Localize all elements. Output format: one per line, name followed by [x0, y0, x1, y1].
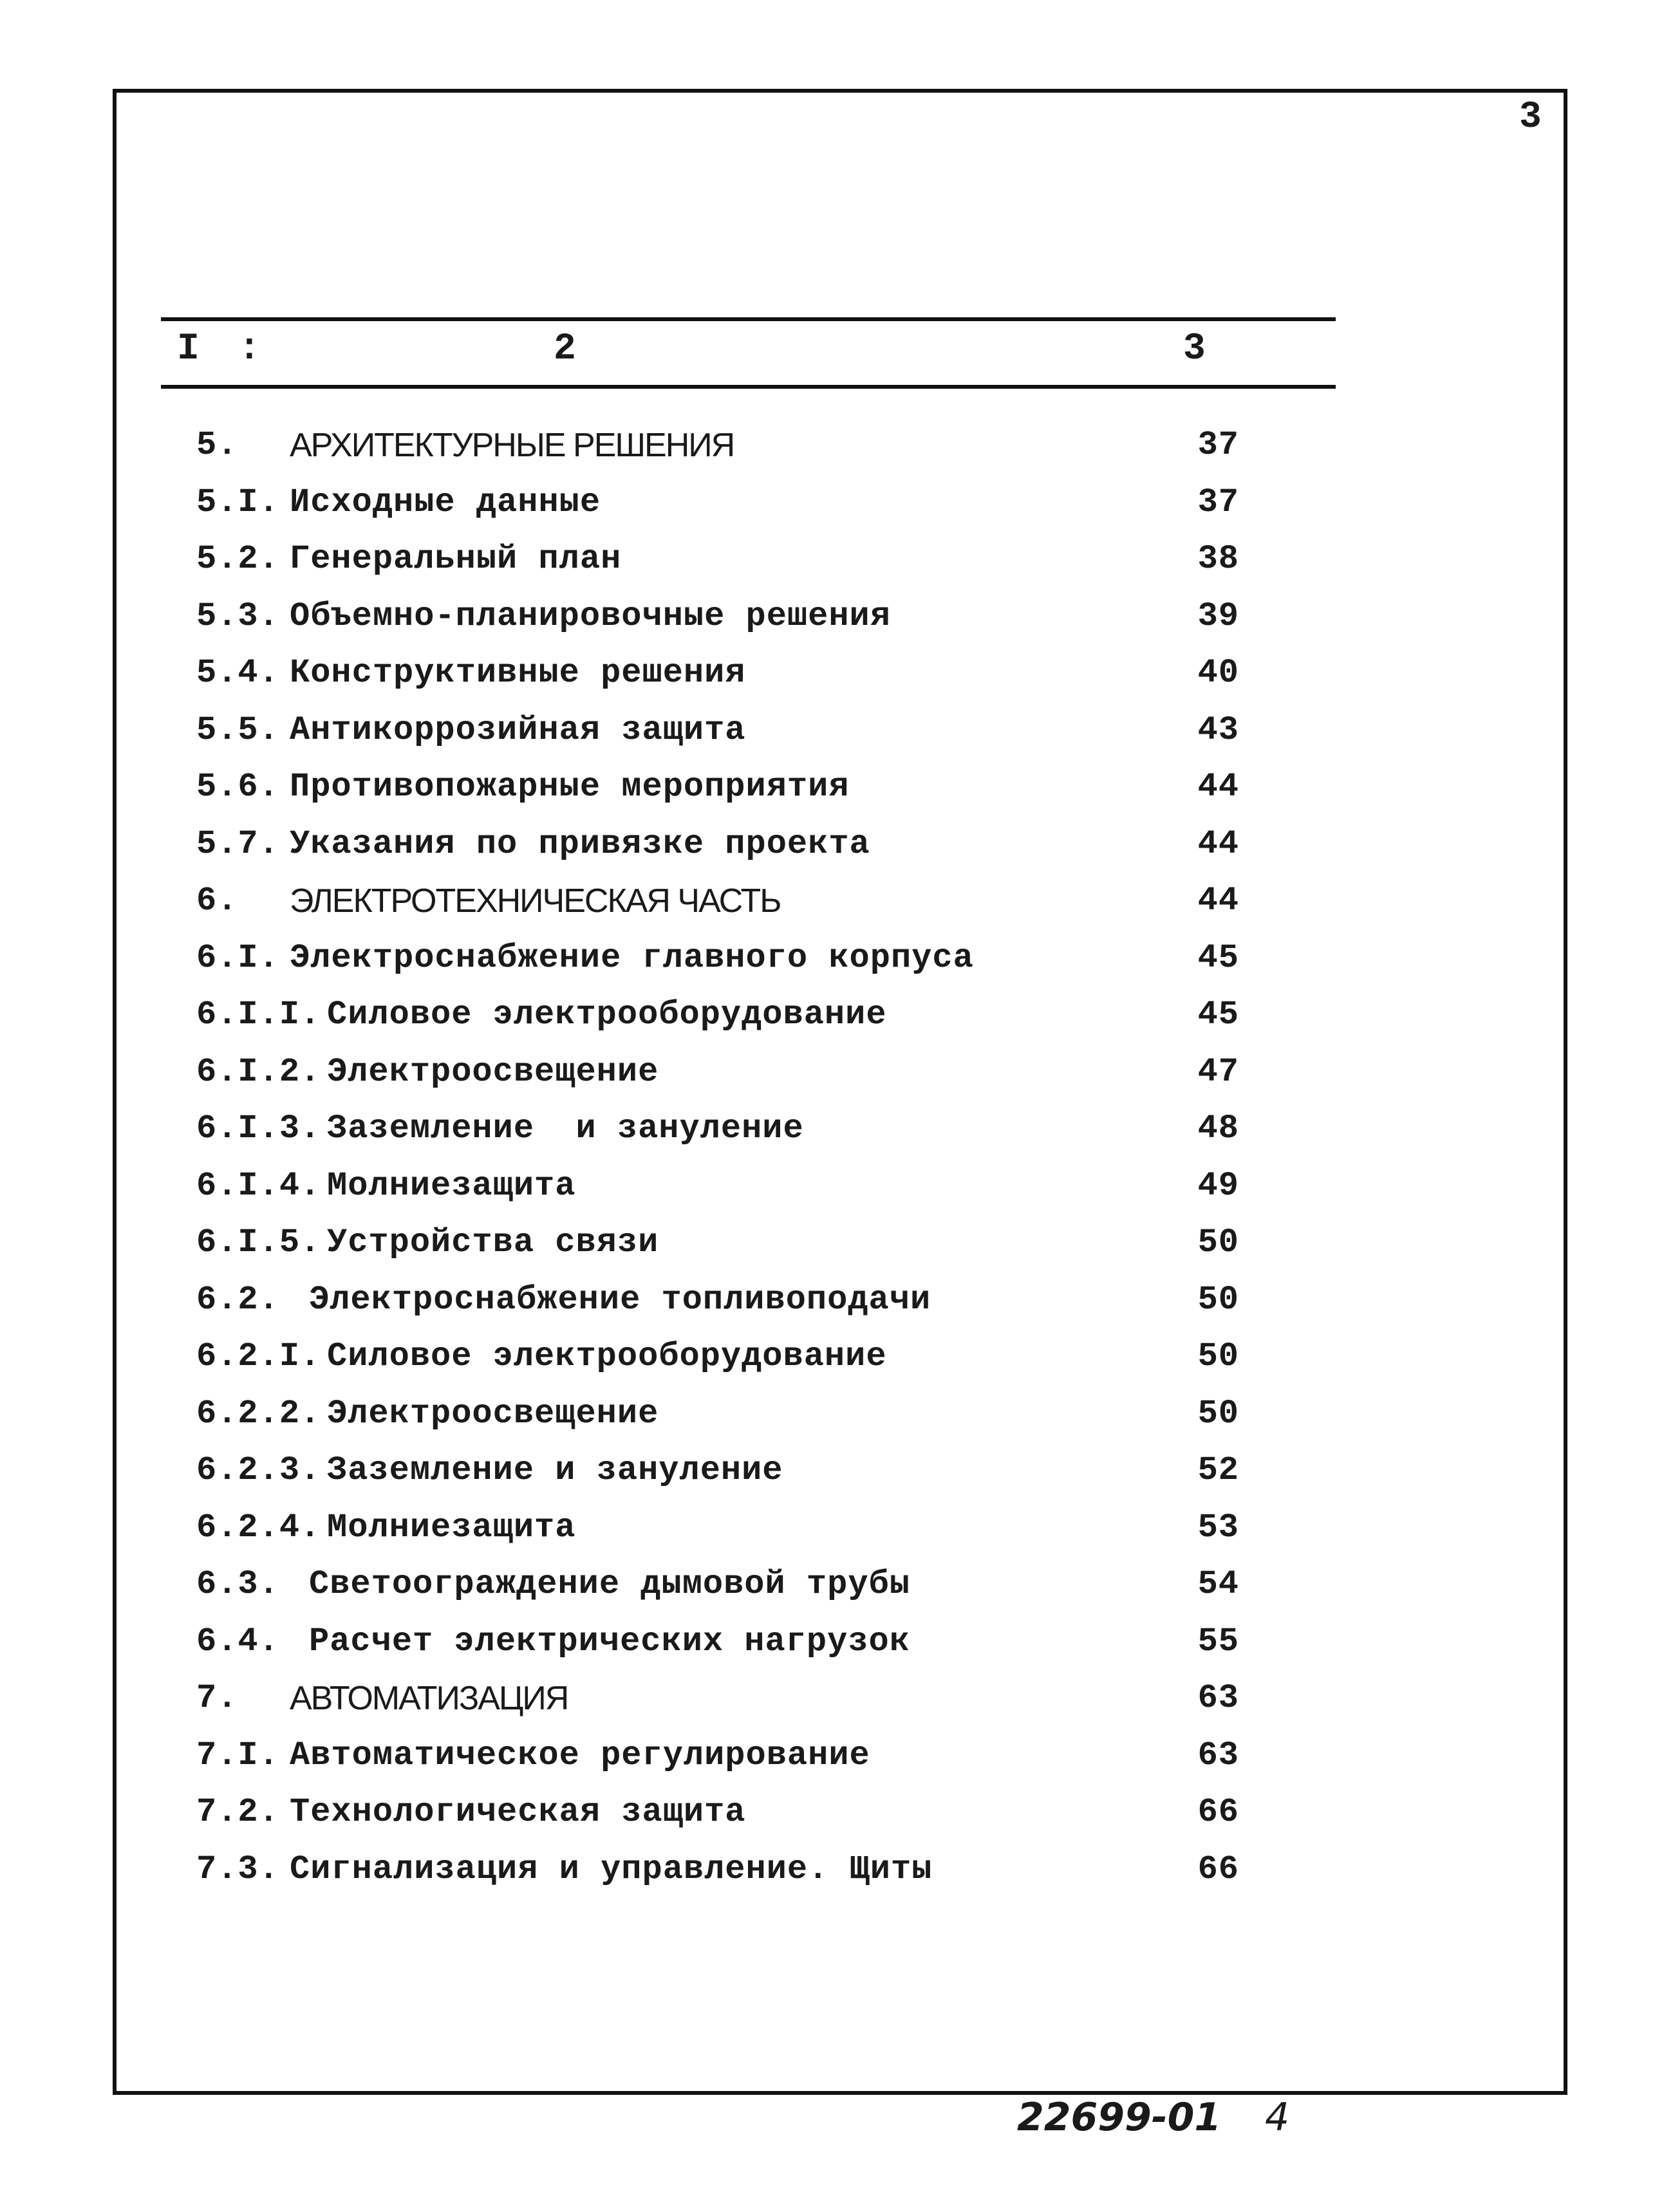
- toc-entry: [0, 1337, 1673, 1389]
- toc-entry-number: 6.2.: [196, 1281, 279, 1319]
- toc-entry-title: Антикоррозийная защита: [290, 711, 746, 749]
- toc-entry-page: 50: [1197, 1223, 1239, 1261]
- toc-entry-number: 6.3.: [196, 1565, 279, 1603]
- toc-entry-page: 53: [1197, 1509, 1239, 1547]
- toc-entry: [0, 939, 1673, 990]
- toc-entry: [0, 996, 1673, 1047]
- page-number: 3: [1519, 97, 1542, 138]
- toc-entry-number: 5.7.: [196, 825, 279, 863]
- toc-entry-page: 47: [1197, 1053, 1239, 1091]
- toc-entry-number: 6.I.2.: [196, 1053, 321, 1091]
- toc-entry-number: 5.I.: [196, 483, 279, 521]
- toc-entry-title: Исходные данные: [290, 483, 601, 521]
- toc-entry-number: 6.2.3.: [196, 1451, 321, 1489]
- toc-entry-title: Электроснабжение главного корпуса: [290, 939, 974, 977]
- toc-entry-number: 5.4.: [196, 654, 279, 692]
- toc-entry: [0, 1281, 1673, 1332]
- toc-entry-page: 50: [1197, 1281, 1239, 1319]
- toc-entry: [0, 1793, 1673, 1845]
- toc-entry-number: 6.I.I.: [196, 996, 321, 1034]
- toc-entry-title: Молниезащита: [327, 1167, 576, 1205]
- toc-entry-page: 50: [1197, 1337, 1239, 1375]
- toc-entry: [0, 882, 1673, 933]
- toc-entry-page: 48: [1197, 1110, 1239, 1148]
- toc-entry: [0, 1679, 1673, 1731]
- toc-entry: [0, 1110, 1673, 1161]
- toc-entry-page: 40: [1197, 654, 1239, 692]
- toc-entry-page: 49: [1197, 1167, 1239, 1205]
- toc-entry-number: 5.5.: [196, 711, 279, 749]
- toc-entry-page: 52: [1197, 1451, 1239, 1489]
- toc-entry-number: 7.2.: [196, 1793, 279, 1831]
- toc-entry-number: 6.I.: [196, 939, 279, 977]
- toc-entry-title: Электроснабжение топливоподачи: [309, 1281, 931, 1319]
- toc-entry-page: 37: [1197, 483, 1239, 521]
- toc-entry: [0, 1395, 1673, 1446]
- document-code: 22699-01: [1017, 2095, 1222, 2140]
- toc-entry-number: 7.3.: [196, 1850, 279, 1888]
- toc-entry-title: Сигнализация и управление. Щиты: [290, 1850, 933, 1888]
- toc-entry: [0, 1622, 1673, 1674]
- table-header-top-rule: [161, 317, 1336, 321]
- toc-entry-number: 6.I.5.: [196, 1223, 321, 1261]
- toc-entry: [0, 1736, 1673, 1788]
- toc-entry: [0, 1223, 1673, 1275]
- header-col3: 3: [1183, 328, 1206, 370]
- toc-entry: [0, 540, 1673, 591]
- toc-entry-title: Электроосвещение: [327, 1395, 659, 1433]
- toc-entry-page: 37: [1197, 426, 1239, 464]
- toc-entry-title: Заземление и зануление: [327, 1451, 783, 1489]
- toc-entry-page: 44: [1197, 768, 1239, 806]
- toc-entry: [0, 654, 1673, 705]
- toc-entry-title: Противопожарные мероприятия: [290, 768, 850, 806]
- toc-entry: [0, 1850, 1673, 1902]
- toc-entry-page: 44: [1197, 882, 1239, 920]
- toc-entry-title: Объемно-планировочные решения: [290, 597, 891, 635]
- toc-entry-number: 6.4.: [196, 1622, 279, 1660]
- toc-entry-title: ЭЛЕКТРОТЕХНИЧЕСКАЯ ЧАСТЬ: [290, 882, 781, 920]
- toc-entry-page: 63: [1197, 1736, 1239, 1774]
- toc-entry: [0, 768, 1673, 819]
- toc-entry-title: Молниезащита: [327, 1509, 576, 1547]
- sheet-number: 4: [1265, 2095, 1290, 2140]
- toc-entry-title: Светоограждение дымовой трубы: [309, 1565, 910, 1603]
- toc-entry-page: 66: [1197, 1850, 1239, 1888]
- toc-entry-page: 66: [1197, 1793, 1239, 1831]
- toc-entry: [0, 1053, 1673, 1104]
- toc-entry-number: 7.: [196, 1679, 238, 1717]
- header-col2: 2: [554, 328, 576, 370]
- toc-entry: [0, 483, 1673, 535]
- toc-entry: [0, 825, 1673, 877]
- toc-entry-number: 6.2.2.: [196, 1395, 321, 1433]
- toc-entry-number: 6.2.I.: [196, 1337, 321, 1375]
- header-col1: I: [177, 328, 200, 370]
- toc-entry: [0, 1509, 1673, 1560]
- toc-entry-page: 45: [1197, 939, 1239, 977]
- toc-entry-number: 6.2.4.: [196, 1509, 321, 1547]
- header-separator: :: [238, 328, 261, 370]
- toc-entry-title: Конструктивные решения: [290, 654, 746, 692]
- toc-entry-title: Электроосвещение: [327, 1053, 659, 1091]
- toc-entry-title: Заземление и зануление: [327, 1110, 804, 1148]
- toc-entry-page: 63: [1197, 1679, 1239, 1717]
- toc-entry-page: 54: [1197, 1565, 1239, 1603]
- toc-entry-title: Устройства связи: [327, 1223, 659, 1261]
- toc-entry: [0, 597, 1673, 649]
- toc-entry-page: 44: [1197, 825, 1239, 863]
- toc-entry-number: 6.I.3.: [196, 1110, 321, 1148]
- toc-entry: [0, 1167, 1673, 1218]
- toc-entry: [0, 1565, 1673, 1617]
- toc-entry-page: 45: [1197, 996, 1239, 1034]
- toc-entry: [0, 1451, 1673, 1503]
- toc-entry-title: Генеральный план: [290, 540, 622, 578]
- toc-entry-title: АВТОМАТИЗАЦИЯ: [290, 1680, 568, 1717]
- toc-entry-title: Силовое электрооборудование: [327, 1337, 887, 1375]
- toc-entry-number: 5.2.: [196, 540, 279, 578]
- toc-entry-number: 5.3.: [196, 597, 279, 635]
- toc-entry: [0, 711, 1673, 763]
- toc-entry-title: Силовое электрооборудование: [327, 996, 887, 1034]
- toc-entry-page: 38: [1197, 540, 1239, 578]
- toc-entry-number: 5.6.: [196, 768, 279, 806]
- toc-entry-page: 39: [1197, 597, 1239, 635]
- toc-entry-number: 5.: [196, 426, 238, 464]
- table-header-bottom-rule: [161, 385, 1336, 389]
- toc-entry-title: Автоматическое регулирование: [290, 1736, 870, 1774]
- toc-entry-page: 50: [1197, 1395, 1239, 1433]
- toc-entry-title: АРХИТЕКТУРНЫЕ РЕШЕНИЯ: [290, 427, 734, 464]
- toc-entry-page: 55: [1197, 1622, 1239, 1660]
- toc-entry-title: Технологическая защита: [290, 1793, 746, 1831]
- toc-entry-title: Расчет электрических нагрузок: [309, 1622, 910, 1660]
- toc-entry-number: 6.I.4.: [196, 1167, 321, 1205]
- toc-entry-number: 7.I.: [196, 1736, 279, 1774]
- toc-entry-number: 6.: [196, 882, 238, 920]
- toc-entry-title: Указания по привязке проекта: [290, 825, 870, 863]
- toc-entry: [0, 426, 1673, 478]
- toc-entry-page: 43: [1197, 711, 1239, 749]
